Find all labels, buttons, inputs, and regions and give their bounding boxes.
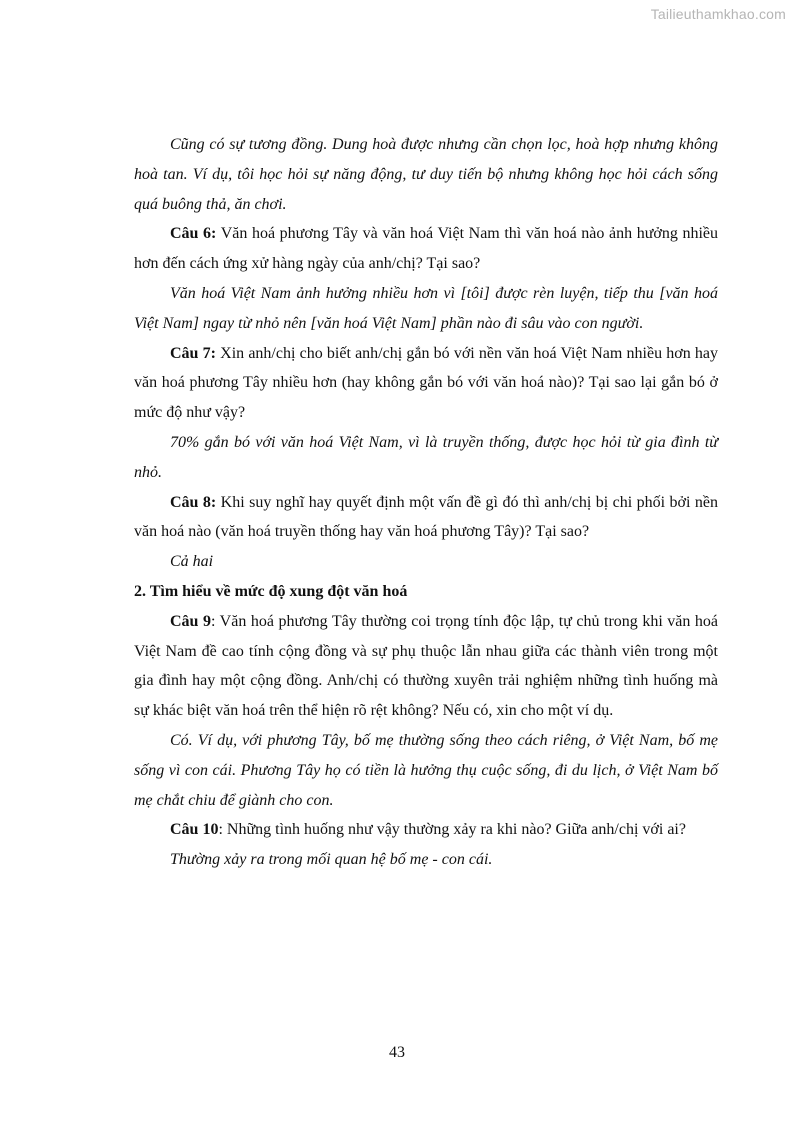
question-8-label: Câu 8:: [170, 493, 217, 511]
question-10-text: : Những tình huống như vậy thường xảy ra khi nào? Giữa anh/chị với ai?: [218, 821, 686, 839]
question-6: [134, 219, 718, 279]
answer-8: Cả hai: [170, 553, 214, 571]
question-10-label: Câu 10: [170, 821, 219, 839]
question-9-text: : Văn hoá phương Tây thường coi trọng tính độc lập, tự chủ trong khi văn hoá Việt Nam đề cao tính cộng đồng và sự phụ thuộc lẫn nhau giữa các thành viên trong một gia đình hay một cộng đồng. Anh/chị có thường xuyên trải nghiệm những tình huống mà sự khác biệt văn hoá trên thể hiện rõ rệt không? Nếu có, xin cho một ví dụ.: [134, 612, 719, 720]
section-heading: 2. Tìm hiểu về mức độ xung đột văn hoá: [134, 582, 408, 600]
question-9: [134, 607, 718, 726]
answer-9: Có. Ví dụ, với phương Tây, bố mẹ thường sống theo cách riêng, ở Việt Nam, bố mẹ sống vì con cái. Phương Tây họ có tiền là hưởng thụ cuộc sống, đi du lịch, ở Việt Nam bố mẹ chắt chiu để giành cho con.: [134, 731, 718, 809]
question-7-label: Câu 7:: [170, 344, 216, 362]
answer-5: Cũng có sự tương đồng. Dung hoà được nhưng cần chọn lọc, hoà hợp nhưng không hoà tan. Ví dụ, tôi học hỏi sự năng động, tư duy tiến bộ nhưng không học hỏi cách sống quá buông thả, ăn chơi.: [134, 136, 718, 213]
question-6-label: Câu 6:: [170, 225, 217, 243]
answer-10: Thường xảy ra trong mối quan hệ bố mẹ - con cái.: [170, 851, 493, 869]
question-9-label: Câu 9: [170, 612, 211, 630]
question-8: [134, 488, 718, 548]
question-8-text: Khi suy nghĩ hay quyết định một vấn đề gì đó thì anh/chị bị chi phối bởi nền văn hoá nào (văn hoá truyền thống hay văn hoá phương Tây)? Tại sao?: [134, 493, 719, 541]
watermark: Tailieuthamkhao.com: [650, 6, 786, 22]
question-6-text: Văn hoá phương Tây và văn hoá Việt Nam thì văn hoá nào ảnh hưởng nhiều hơn đến cách ứng xử hàng ngày của anh/chị? Tại sao?: [134, 225, 718, 273]
page-number: 43: [389, 1044, 405, 1061]
question-10: [134, 815, 718, 845]
question-7-text: Xin anh/chị cho biết anh/chị gắn bó với nền văn hoá Việt Nam nhiều hơn hay văn hoá phương Tây nhiều hơn (hay không gắn bó với văn hoá nào)? Tại sao lại gắn bó ở mức độ như vậy?: [134, 344, 718, 422]
question-7: [134, 339, 718, 428]
page-content: [134, 130, 718, 875]
answer-7: 70% gắn bó với văn hoá Việt Nam, vì là truyền thống, được học hỏi từ gia đình từ nhỏ.: [134, 433, 718, 481]
answer-6: Văn hoá Việt Nam ảnh hưởng nhiều hơn vì [tôi] được rèn luyện, tiếp thu [văn hoá Việt Nam] ngay từ nhỏ nên [văn hoá Việt Nam] phần nào đi sâu vào con người.: [134, 284, 718, 332]
